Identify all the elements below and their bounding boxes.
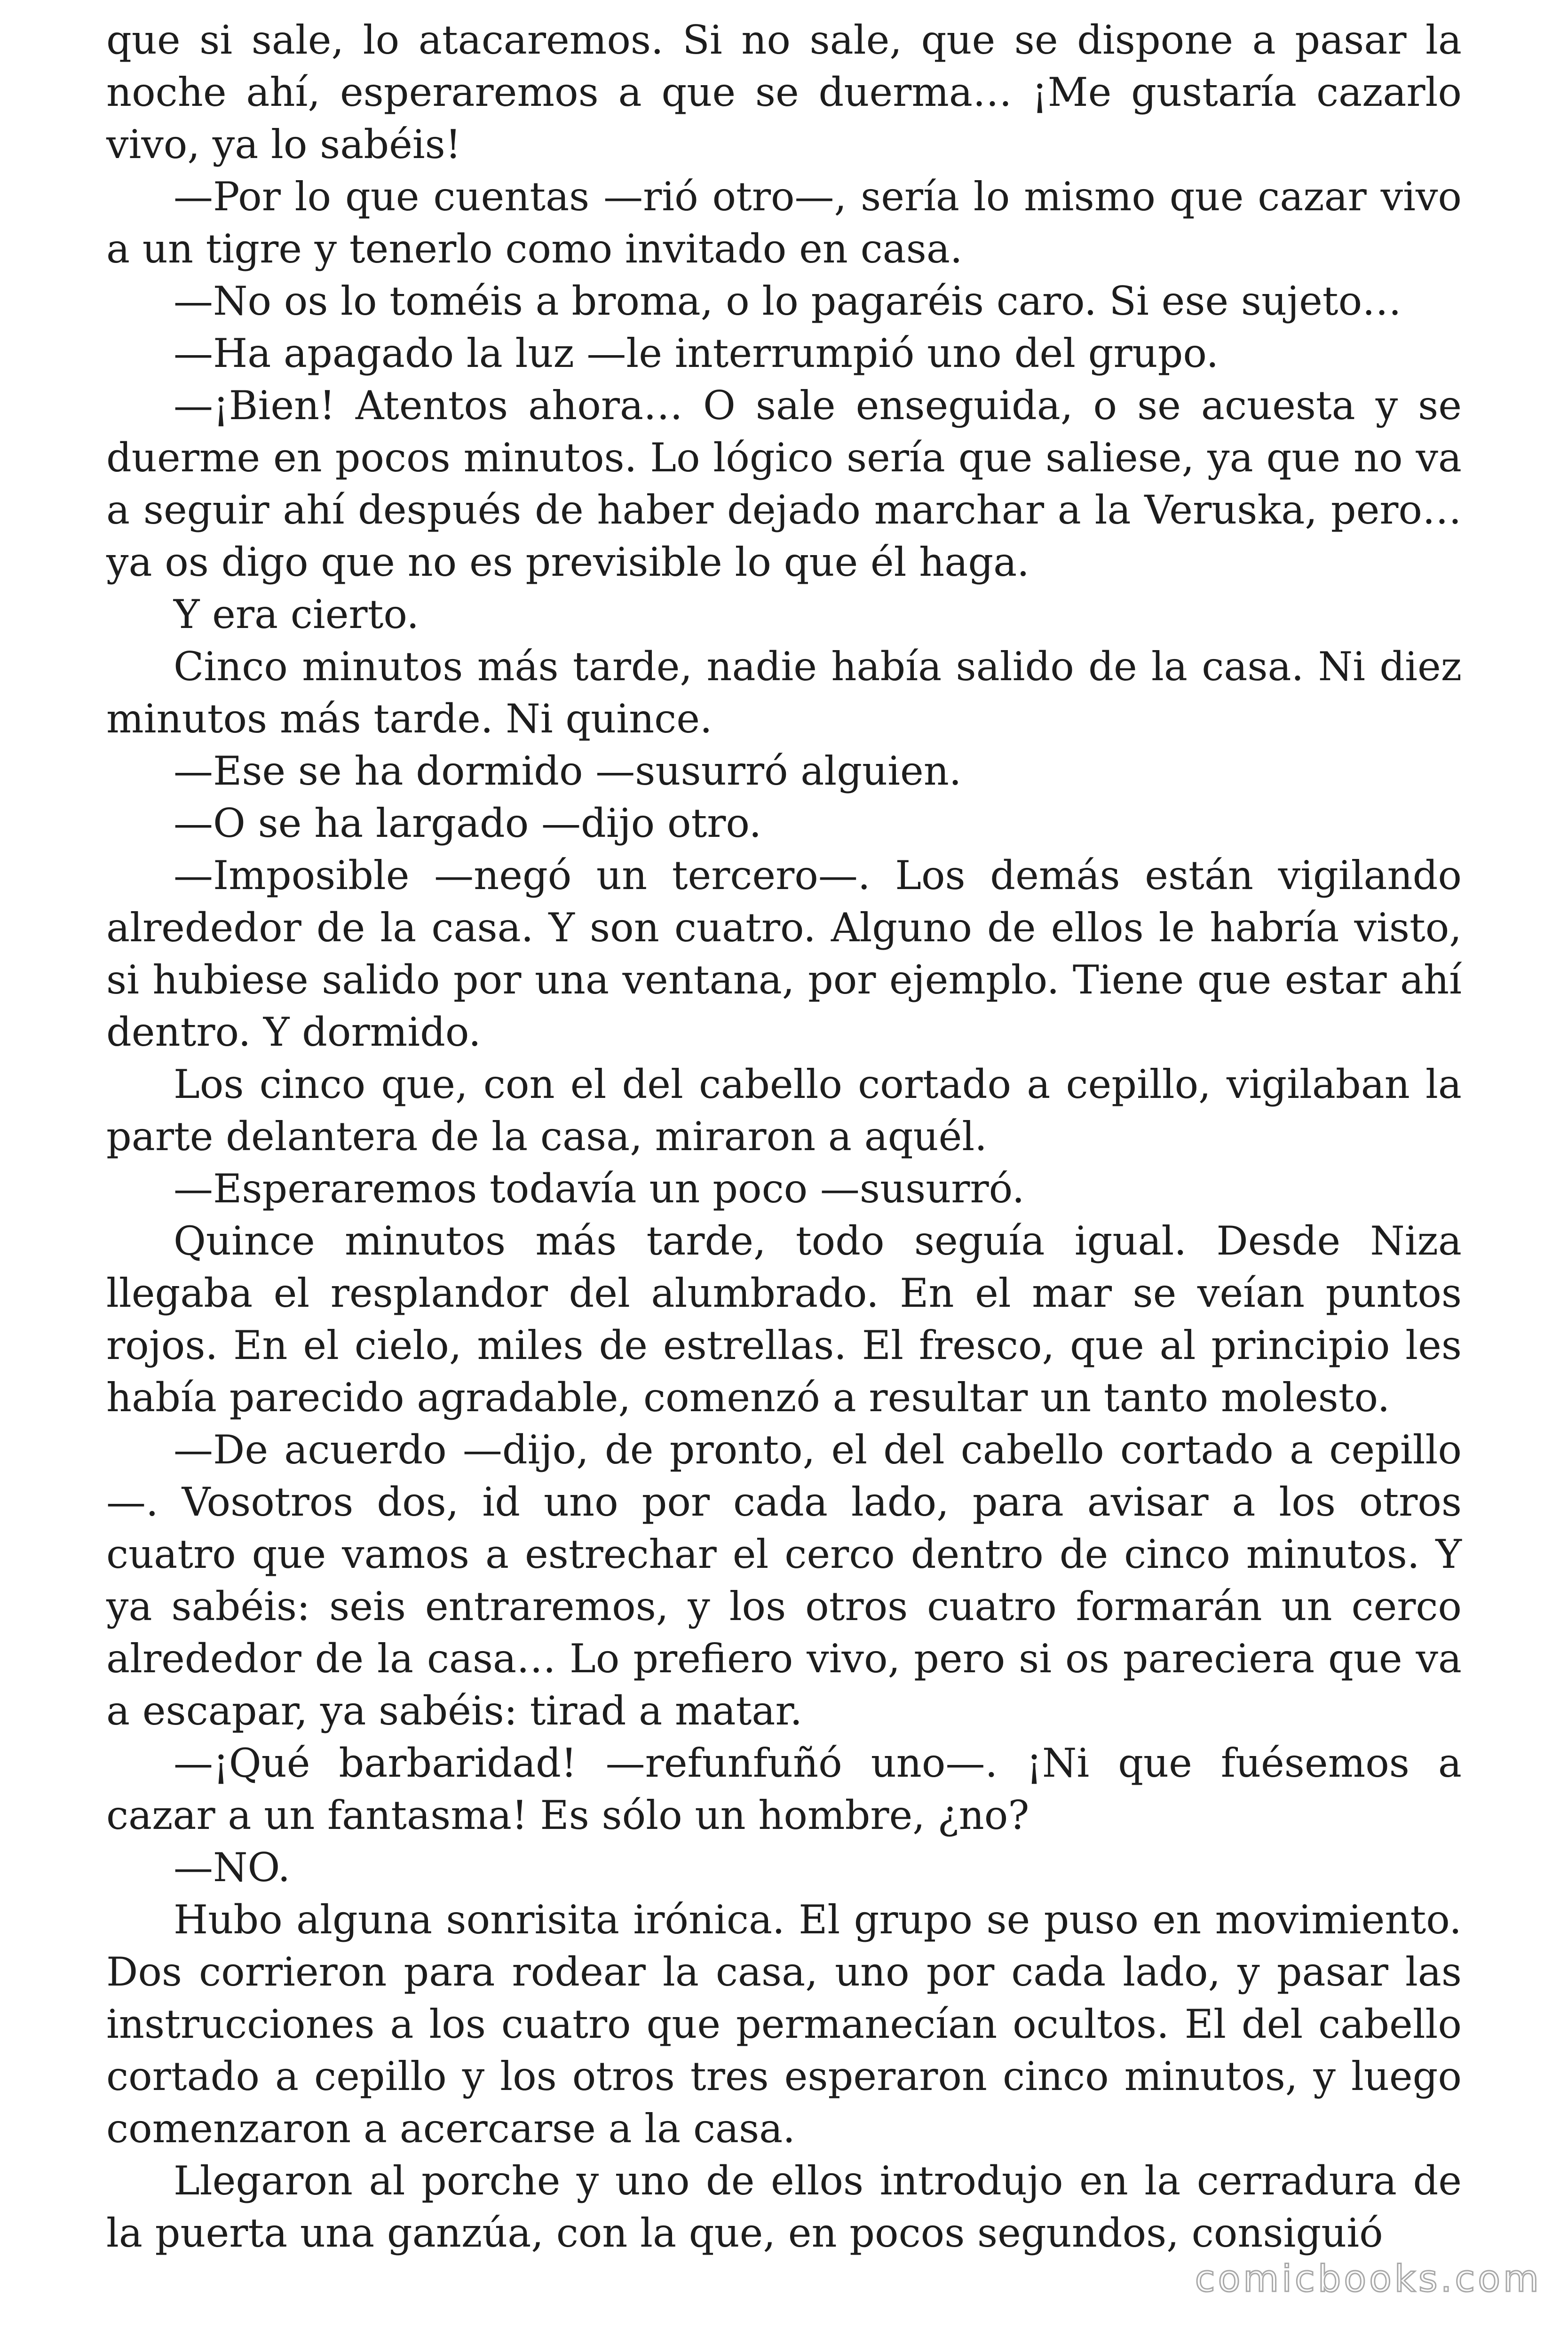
paragraph: —Por lo que cuentas —rió otro—, sería lo mismo que cazar vivo a un tigre y tenerlo como invitado en casa.	[106, 174, 1462, 272]
paragraph: Quince minutos más tarde, todo seguía igual. Desde Niza llegaba el resplandor del alumbrado. En el mar se veían puntos rojos. En el cielo, miles de estrellas. El fresco, que al principio les había parecido agradable, comenzó a resultar un tanto molesto.	[106, 1218, 1462, 1421]
watermark: comicbooks.com	[1195, 2258, 1542, 2300]
paragraph: —De acuerdo —dijo, de pronto, el del cabello cortado a cepillo—. Vosotros dos, id uno por cada lado, para avisar a los otros cuatro que vamos a estrechar el cerco dentro de cinco minutos. Y ya sabéis: seis entraremos, y los otros cuatro formarán un cerco alrededor de la casa… Lo prefiero vivo, pero si os pareciera que va a escapar, ya sabéis: tirad a matar.	[106, 1427, 1462, 1734]
paragraph: —¡Bien! Atentos ahora… O sale enseguida, o se acuesta y se duerme en pocos minutos. Lo lógico sería que saliese, ya que no va a seguir ahí después de haber dejado marchar a la Veruska, pero… ya os digo que no es previsible lo que él haga.	[106, 382, 1462, 585]
paragraph: —O se ha largado —dijo otro.	[174, 800, 762, 846]
paragraph: Llegaron al porche y uno de ellos introdujo en la cerradura de la puerta una ganzúa, con la que, en pocos segundos, consiguió	[106, 2158, 1462, 2256]
paragraph: —Ha apagado la luz —le interrumpió uno del grupo.	[174, 330, 1219, 376]
paragraph: Y era cierto.	[174, 591, 420, 637]
paragraph: Los cinco que, con el del cabello cortado a cepillo, vigilaban la parte delantera de la casa, miraron a aquél.	[106, 1061, 1462, 1160]
paragraph: Hubo alguna sonrisita irónica. El grupo se puso en movimiento. Dos corrieron para rodear la casa, uno por cada lado, y pasar las instrucciones a los cuatro que permanecían ocultos. El del cabello cortado a cepillo y los otros tres esperaron cinco minutos, y luego comenzaron a acercarse a la casa.	[106, 1897, 1462, 2152]
paragraph: —NO.	[174, 1844, 291, 1891]
paragraph: —Ese se ha dormido —susurró alguien.	[174, 748, 962, 794]
book-page-text	[106, 14, 1462, 2259]
paragraph: —Imposible —negó un tercero—. Los demás están vigilando alrededor de la casa. Y son cuatro. Alguno de ellos le habría visto, si hubiese salido por una ventana, por ejemplo. Tiene que estar ahí dentro. Y dormido.	[106, 852, 1462, 1055]
paragraph: —Esperaremos todavía un poco —susurró.	[174, 1166, 1025, 1212]
paragraph: —¡Qué barbaridad! —refunfuñó uno—. ¡Ni que fuésemos a cazar a un fantasma! Es sólo un hombre, ¿no?	[106, 1740, 1462, 1838]
paragraph: que si sale, lo atacaremos. Si no sale, que se dispone a pasar la noche ahí, esperaremos a que se duerma… ¡Me gustaría cazarlo vivo, ya lo sabéis!	[106, 17, 1462, 167]
paragraph: Cinco minutos más tarde, nadie había salido de la casa. Ni diez minutos más tarde. Ni quince.	[106, 644, 1462, 742]
paragraph: —No os lo toméis a broma, o lo pagaréis caro. Si ese sujeto…	[174, 278, 1402, 324]
